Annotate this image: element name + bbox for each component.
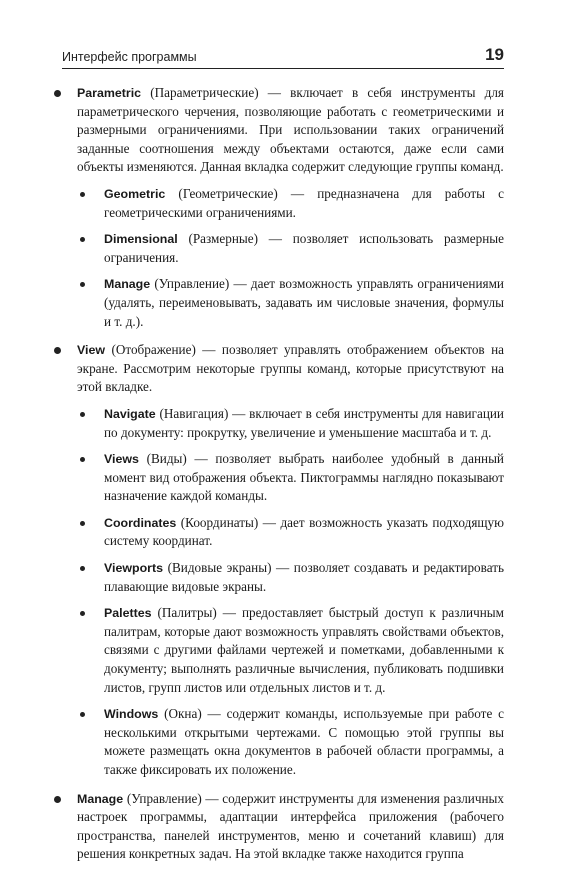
list-item-views	[77, 450, 504, 506]
item-description: (Отображение) — позволяет управлять отображением объектов на экране. Рассмотрим некоторые группы команд, которые присутствуют на этой вкладке.	[77, 342, 504, 395]
bullet-icon	[80, 282, 85, 287]
item-description: (Геометрические) — предназначена для работы с геометрическими ограничениями.	[104, 185, 504, 220]
term-label: Dimensional	[104, 232, 178, 247]
term-label: Geometric	[104, 186, 166, 201]
term-label: Coordinates	[104, 515, 177, 530]
item-description: (Навигация) — включает в себя инструменты для навигации по документу: прокрутку, увеличение и уменьшение масштаба и т. д.	[104, 405, 504, 440]
list-item-coordinates	[77, 514, 504, 551]
item-description: (Координаты) — дает возможность указать подходящую систему координат.	[104, 514, 504, 549]
sub-list	[77, 185, 504, 331]
item-description: (Управление) — содержит инструменты для изменения различных настроек программы, адаптации интерфейса приложения (рабочего пространства, панелей инструментов, меню и сочетаний клавиш) для решения конкретных задач. На этой вкладке также находится группа	[77, 790, 504, 862]
bullet-icon	[80, 521, 85, 526]
item-description: (Параметрические) — включает в себя инструменты для параметрического черчения, позволяющие работать с геометрическими и размерными ограничениями. При использовании таких ограничений заданные соотношения между объектами остаются, даже если сами объекты изменяются. Данная вкладка содержит следующие группы команд.	[77, 85, 504, 175]
bullet-icon	[54, 90, 61, 97]
bullet-icon	[54, 347, 61, 354]
item-description: (Размерные) — позволяет использовать размерные ограничения.	[104, 231, 504, 265]
list-item-windows	[77, 705, 504, 779]
page-body	[50, 84, 504, 874]
list-item-manage-constraints	[77, 275, 504, 331]
term-label: Manage	[77, 791, 124, 806]
list-item-navigate	[77, 405, 504, 442]
list-item-palettes	[77, 604, 504, 697]
term-label: Navigate	[104, 406, 156, 421]
sub-list	[77, 405, 504, 780]
item-description: (Виды) — позволяет выбрать наиболее удобный в данный момент вид отображения объекта. Пиктограммы наглядно показывают назначение каждой команды.	[104, 451, 504, 504]
term-label: Viewports	[104, 561, 163, 576]
bullet-icon	[80, 192, 85, 197]
list-item-dimensional	[77, 230, 504, 267]
page-header	[62, 44, 504, 69]
term-label: Views	[104, 452, 139, 467]
list-item-geometric	[77, 185, 504, 222]
list-item-manage	[50, 790, 504, 864]
list-item-view	[50, 341, 504, 779]
item-description: (Видовые экраны) — позволяет создавать и редактировать плавающие видовые экраны.	[104, 560, 504, 594]
bullet-icon	[54, 796, 61, 803]
bullet-icon	[80, 237, 85, 242]
list-item-parametric	[50, 84, 504, 331]
item-description: (Палитры) — предоставляет быстрый доступ к различным палитрам, которые дают возможность управлять свойствами объектов, связями с другими файлами чертежей и пометками, добавленными к документу; выполнять различные вычисления, публиковать подшивки листов, групп листов или отдельных листов и т. д.	[104, 605, 504, 695]
bullet-icon	[80, 712, 85, 717]
bullet-icon	[80, 412, 85, 417]
list-item-viewports	[77, 559, 504, 596]
term-label: Parametric	[77, 86, 142, 100]
term-label: Palettes	[104, 606, 152, 621]
bullet-icon	[80, 611, 85, 616]
term-label: Windows	[104, 707, 159, 722]
running-head: Интерфейс программы	[62, 50, 197, 64]
bullet-icon	[80, 566, 85, 571]
term-label: View	[77, 343, 106, 358]
page-number: 19	[485, 45, 504, 64]
bullet-icon	[80, 457, 85, 462]
item-description: (Управление) — дает возможность управлять ограничениями (удалять, переименовывать, задавать им числовые значения, формулы и т. д.).	[104, 276, 504, 329]
item-description: (Окна) — содержит команды, используемые при работе с несколькими открытыми чертежами. С помощью этой группы вы можете размещать окна документов в рабочей области программы, а также фиксировать их положение.	[104, 706, 504, 777]
term-label: Manage	[104, 277, 151, 292]
